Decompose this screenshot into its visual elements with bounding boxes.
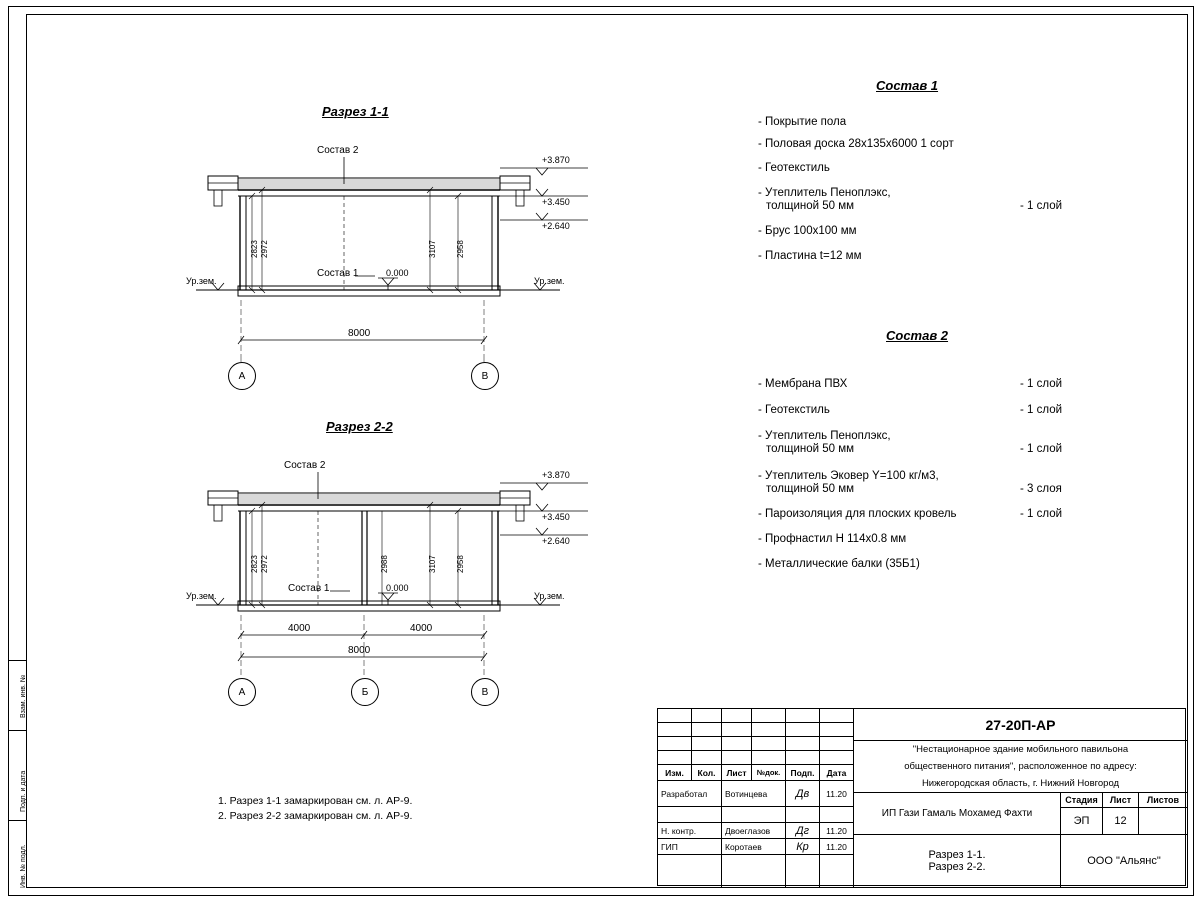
section-1-span-dim: 8000 (348, 328, 371, 339)
stamp-stage-value: ЭП (1061, 808, 1103, 835)
stamp-reg-r0c4 (786, 709, 820, 723)
left-margin-label-1: Взам. инв. № (20, 674, 27, 718)
stamp-code: 27-20П-АР (854, 709, 1187, 741)
stamp-reg-r1c2 (722, 723, 752, 737)
stamp-reg-r3c3 (752, 751, 786, 765)
section-2-ground-left: Ур.зем. (186, 591, 217, 601)
stamp-sheet-label: Лист (1103, 793, 1139, 808)
section-2-sostav1-label: Состав 1 (288, 583, 330, 594)
section-1-level-1: +3.450 (542, 197, 570, 207)
stamp-reg-r2c5 (820, 737, 854, 751)
stamp-reg-r2c0 (658, 737, 692, 751)
sostav2-item-2-qty: - 1 слой (1020, 443, 1063, 455)
section-1-title: Разрез 1-1 (322, 104, 389, 119)
section-2-vdim-4: 2958 (456, 555, 465, 573)
section-2-level-0: +3.870 (542, 470, 570, 480)
sostav1-item-4: - Брус 100х100 мм (758, 225, 857, 237)
section-2-vdim-2: 2988 (380, 555, 389, 573)
stamp-reg-r1c0 (658, 723, 692, 737)
stamp-reg-r3c1 (692, 751, 722, 765)
stamp-name-3 (722, 855, 786, 887)
sostav2-item-4: - Пароизоляция для плоских кровель (758, 508, 957, 520)
stamp-reg-r0c5 (820, 709, 854, 723)
sostav2-item-1-qty: - 1 слой (1020, 404, 1063, 416)
stamp-header-list: Лист (722, 765, 752, 781)
section-2-level-3: 0.000 (386, 583, 409, 593)
sostav2-item-3-line2: толщиной 50 мм (766, 483, 855, 495)
stamp-reg-r3c2 (722, 751, 752, 765)
stamp-sign-3 (786, 855, 820, 887)
sostav1-item-3-line2: толщиной 50 мм (766, 200, 855, 212)
stamp-company: ООО "Альянс" (1087, 855, 1161, 867)
stamp-header-data: Дата (820, 765, 854, 781)
section-1-vdim-2: 3107 (428, 240, 437, 258)
note-line-2: 2. Разрез 2-2 замаркирован см. л. АР-9. (218, 810, 413, 822)
sostav2-item-6: - Металлические балки (35Б1) (758, 558, 920, 570)
sostav2-item-0: - Мембрана ПВХ (758, 378, 848, 390)
section-2-level-1: +3.450 (542, 512, 570, 522)
section-1-vdim-1: 2972 (260, 240, 269, 258)
section-1-sostav2-label: Состав 2 (317, 145, 359, 156)
stamp-header-ndok: №док. (752, 765, 786, 781)
stamp-reg-r1c3 (752, 723, 786, 737)
sostav2-item-1: - Геотекстиль (758, 404, 830, 416)
stamp-role-2: ГИП (658, 839, 722, 855)
sostav2-item-4-qty: - 1 слой (1020, 508, 1063, 520)
section-2-span-left: 4000 (288, 623, 311, 634)
stamp-header-izm: Изм. (658, 765, 692, 781)
section-2-vdim-0: 2823 (250, 555, 259, 573)
stamp-sign-2: Кр (786, 839, 820, 855)
stamp-reg-r0c1 (692, 709, 722, 723)
section-2-span-total: 8000 (348, 645, 371, 656)
stamp-object-line2: общественного питания", расположенное по адресу: (904, 761, 1137, 772)
sostav2-item-5: - Профнастил Н 114х0.8 мм (758, 533, 907, 545)
stamp-date-1: 11.20 (820, 823, 854, 839)
stamp-header-kol: Кол. (692, 765, 722, 781)
sostav1-item-1: - Половая доска 28х135х6000 1 сорт (758, 138, 954, 150)
stamp-name-blank (722, 807, 786, 823)
stamp-name-1: Двоеглазов (722, 823, 786, 839)
stamp-role-blank (658, 807, 722, 823)
stamp-sign-0: Дв (786, 781, 820, 807)
sostav1-item-3-qty: - 1 слой (1020, 200, 1063, 212)
section-2-span-right: 4000 (410, 623, 433, 634)
section-2-title: Разрез 2-2 (326, 419, 393, 434)
section-1-sostav1-label: Состав 1 (317, 268, 359, 279)
sostav2-item-3-qty: - 3 слоя (1020, 483, 1062, 495)
section-1-level-2: +2.640 (542, 221, 570, 231)
left-margin-label-2: Подп. и дата (20, 770, 27, 812)
stamp-date-2: 11.20 (820, 839, 854, 855)
section-1-ground-right: Ур.зем. (534, 276, 565, 286)
sostav1-item-3: - Утеплитель Пеноплэкс, (758, 187, 891, 199)
sostav2-item-2: - Утеплитель Пеноплэкс, (758, 430, 891, 442)
stamp-reg-r1c4 (786, 723, 820, 737)
stamp-name-2: Коротаев (722, 839, 786, 855)
section-2-axis-b-mid: Б (351, 678, 379, 706)
stamp-sheet-title-line1: Разрез 1-1. (928, 849, 986, 861)
stamp-reg-r0c0 (658, 709, 692, 723)
section-1-axis-a: А (228, 362, 256, 390)
sostav1-item-2: - Геотекстиль (758, 162, 830, 174)
stamp-role-0: Разработал (658, 781, 722, 807)
section-1-vdim-0: 2823 (250, 240, 259, 258)
section-2-axis-a: А (228, 678, 256, 706)
section-2-vdim-1: 2972 (260, 555, 269, 573)
sostav2-item-0-qty: - 1 слой (1020, 378, 1063, 390)
section-1-ground-left: Ур.зем. (186, 276, 217, 286)
note-line-1: 1. Разрез 1-1 замаркирован см. л. АР-9. (218, 795, 413, 807)
stamp-reg-r1c5 (820, 723, 854, 737)
stamp-role-3 (658, 855, 722, 887)
stamp-sheets-label: Листов (1139, 793, 1187, 808)
section-1-level-3: 0.000 (386, 268, 409, 278)
sostav2-item-3: - Утеплитель Эковер Y=100 кг/м3, (758, 470, 939, 482)
stamp-reg-r3c4 (786, 751, 820, 765)
stamp-sheet-title (854, 835, 1061, 887)
sostav2-title: Состав 2 (886, 328, 949, 343)
stamp-date-0: 11.20 (820, 781, 854, 807)
section-2-ground-right: Ур.зем. (534, 591, 565, 601)
stamp-object-line1: "Нестационарное здание мобильного павильона (912, 744, 1129, 755)
stamp-reg-r0c3 (752, 709, 786, 723)
stamp-name-0: Вотинцева (722, 781, 786, 807)
stamp-date-blank (820, 807, 854, 823)
section-1-level-0: +3.870 (542, 155, 570, 165)
stamp-header-podp: Подп. (786, 765, 820, 781)
sostav1-item-5: - Пластина t=12 мм (758, 250, 862, 262)
stamp-role-1: Н. контр. (658, 823, 722, 839)
title-block (657, 708, 1186, 886)
sostav2-item-2-line2: толщиной 50 мм (766, 443, 855, 455)
stamp-stage-label: Стадия (1061, 793, 1103, 808)
stamp-reg-r2c1 (692, 737, 722, 751)
stamp-customer: ИП Гази Гамаль Мохамед Фахти (854, 793, 1061, 835)
section-1-axis-b: В (471, 362, 499, 390)
stamp-sign-1: Дг (786, 823, 820, 839)
stamp-reg-r3c5 (820, 751, 854, 765)
stamp-reg-r2c3 (752, 737, 786, 751)
stamp-reg-r2c2 (722, 737, 752, 751)
section-2-sostav2-label: Состав 2 (284, 460, 326, 471)
stamp-reg-r0c2 (722, 709, 752, 723)
section-2-level-2: +2.640 (542, 536, 570, 546)
sostav1-item-0: - Покрытие пола (758, 116, 847, 128)
stamp-date-3 (820, 855, 854, 887)
stamp-sheet-value: 12 (1103, 808, 1139, 835)
stamp-reg-r1c1 (692, 723, 722, 737)
stamp-sheet-title-line2: Разрез 2-2. (928, 861, 986, 873)
section-2-vdim-3: 3107 (428, 555, 437, 573)
stamp-sign-blank (786, 807, 820, 823)
sostav1-title: Состав 1 (876, 78, 939, 93)
stamp-object-line3: Нижегородская область, г. Нижний Новгород (854, 775, 1187, 793)
stamp-reg-r2c4 (786, 737, 820, 751)
section-1-vdim-3: 2958 (456, 240, 465, 258)
stamp-sheets-value (1139, 808, 1187, 835)
section-2-axis-v: В (471, 678, 499, 706)
stamp-reg-r3c0 (658, 751, 692, 765)
left-margin-label-3: Инв. № подл. (20, 844, 27, 888)
